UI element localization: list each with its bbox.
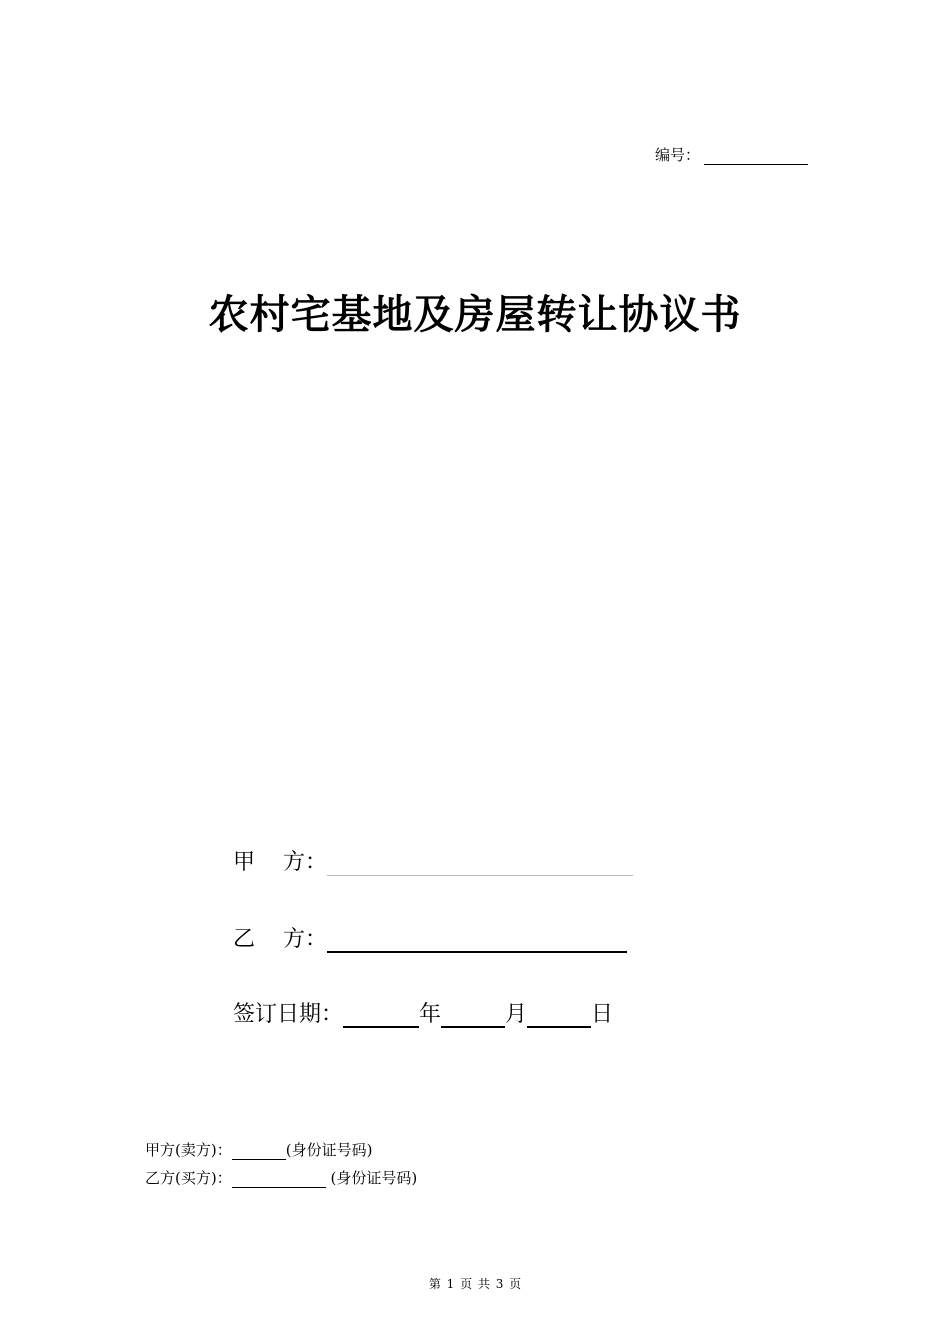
document-number [655, 144, 808, 165]
party-b-row [233, 922, 627, 953]
party-a-row [233, 845, 633, 876]
sign-month-field[interactable] [441, 1004, 505, 1028]
buyer-id-field[interactable] [232, 1173, 326, 1188]
seller-id-suffix: (身份证号码) [285, 1141, 373, 1159]
document-title: 农村宅基地及房屋转让协议书 [208, 291, 742, 338]
sign-date-label: 签订日期： [233, 1002, 344, 1027]
month-label: 月 [505, 1002, 528, 1027]
document-number-label: 编号： [655, 146, 701, 164]
party-a-label: 甲 方： [233, 850, 327, 875]
sign-date-row [233, 997, 613, 1028]
page-footer: 第 1 页 共 3 页 [428, 1277, 522, 1291]
seller-id-row [145, 1139, 372, 1160]
party-b-label: 乙 方： [233, 927, 327, 952]
buyer-id-suffix: (身份证号码) [325, 1169, 418, 1187]
year-label: 年 [419, 1002, 442, 1027]
buyer-id-label: 乙方(买方)： [145, 1169, 232, 1187]
sign-year-field[interactable] [343, 1004, 419, 1028]
seller-id-label: 甲方(卖方)： [145, 1141, 232, 1159]
party-b-field[interactable] [327, 929, 627, 953]
day-label: 日 [591, 1002, 614, 1027]
buyer-id-row [145, 1167, 417, 1188]
party-a-field[interactable] [327, 853, 633, 876]
sign-day-field[interactable] [527, 1004, 591, 1028]
document-number-field[interactable] [704, 150, 808, 165]
seller-id-field[interactable] [232, 1145, 286, 1160]
